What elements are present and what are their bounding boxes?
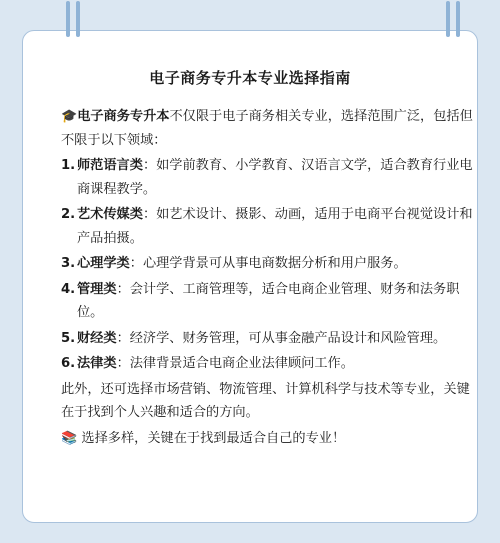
books-icon: 📚 <box>61 430 78 446</box>
item-desc: 会计学、工商管理等，适合电商企业管理、财务和法务职位。 <box>77 281 460 320</box>
item-number: 6. <box>61 356 76 371</box>
binder-ring-right-icon <box>443 1 469 39</box>
intro-paragraph <box>61 105 475 152</box>
item-term: 管理类 <box>77 281 117 297</box>
item-sep: ： <box>129 256 143 271</box>
major-list <box>61 154 475 376</box>
item-desc: 如学前教育、小学教育、汉语言文学，适合教育行业电商课程教学。 <box>77 158 473 197</box>
list-item <box>61 203 475 250</box>
item-sep: ： <box>116 281 130 297</box>
intro-text: 不仅限于电子商务相关专业，选择范围广泛，包括但不限于以下领域： <box>61 109 473 148</box>
item-number: 5. <box>61 330 76 346</box>
item-number: 4. <box>61 281 76 297</box>
outro-paragraph: 此外，还可选择市场营销、物流管理、计算机科学与技术等专业，关键在于找到个人兴趣和适合的方向。 <box>61 381 470 420</box>
list-item <box>61 252 475 276</box>
item-sep: ： <box>142 158 157 173</box>
item-sep: ： <box>116 356 130 371</box>
item-desc: 心理学背景可从事电商数据分析和用户服务。 <box>142 256 407 271</box>
item-desc: 法律背景适合电商企业法律顾问工作。 <box>129 356 354 371</box>
item-desc: 经济学、财务管理，可从事金融产品设计和风险管理。 <box>129 330 447 346</box>
list-item <box>61 352 475 376</box>
binder-ring-left-icon <box>63 1 89 39</box>
footer-text: 选择多样，关键在于找到最适合自己的专业！ <box>81 430 346 446</box>
footer-line <box>61 427 475 451</box>
guide-card <box>22 30 478 523</box>
item-term: 师范语言类 <box>77 158 143 173</box>
graduation-cap-icon: 🎓 <box>61 109 78 124</box>
list-item <box>61 154 475 201</box>
page-title: 电子商务专升本专业选择指南 <box>149 69 351 87</box>
item-number: 3. <box>61 256 76 271</box>
item-number: 1. <box>61 158 76 173</box>
item-term: 法律类 <box>77 356 117 371</box>
item-sep: ： <box>116 330 130 346</box>
list-item <box>61 327 475 351</box>
item-number: 2. <box>61 207 76 222</box>
item-desc: 如艺术设计、摄影、动画，适用于电商平台视觉设计和产品拍摄。 <box>77 207 473 246</box>
item-term: 心理学类 <box>77 256 130 271</box>
list-item <box>61 278 475 325</box>
item-term: 艺术传媒类 <box>77 207 143 222</box>
item-sep: ： <box>142 207 157 222</box>
guide-content <box>61 105 475 450</box>
item-term: 财经类 <box>77 330 117 346</box>
intro-bold: 电子商务专升本 <box>77 109 170 124</box>
